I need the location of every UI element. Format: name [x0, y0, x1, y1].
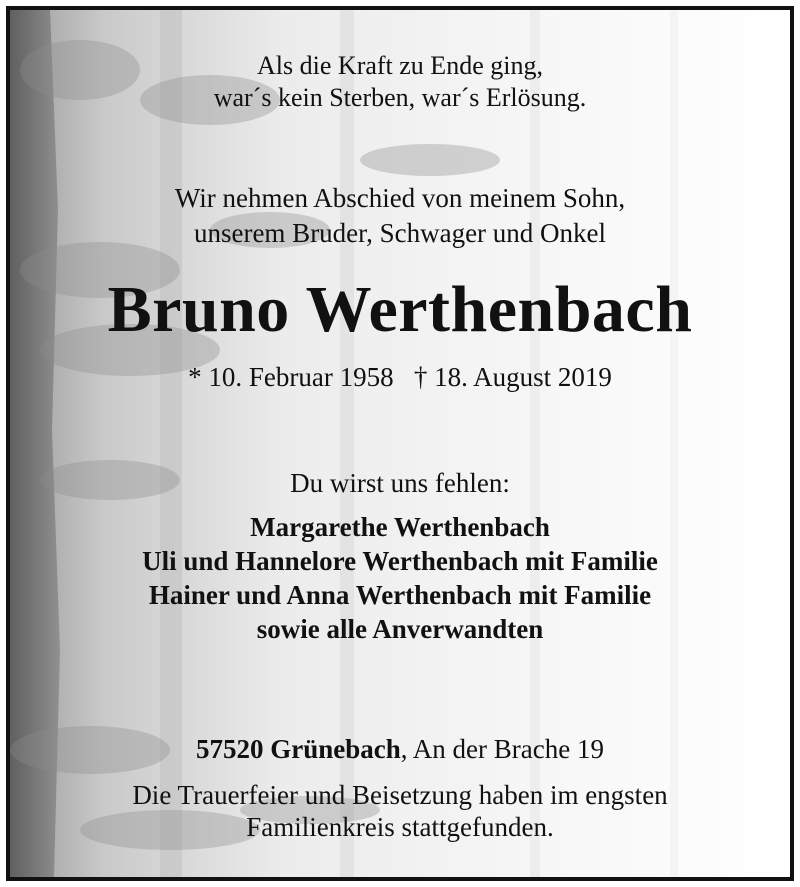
life-dates — [10, 362, 790, 393]
mourner-name: sowie alle Anverwandten — [256, 614, 544, 644]
birth-date: * 10. Februar 1958 — [188, 362, 394, 392]
mourner-name: Hainer und Anna Werthenbach mit Familie — [148, 580, 652, 610]
notice-line-2: Familienkreis stattgefunden. — [246, 812, 554, 842]
verse-line-2: war´s kein Sterben, war´s Erlösung. — [213, 83, 587, 112]
verse-line-1: Als die Kraft zu Ende ging, — [257, 51, 543, 80]
notice-line-1: Die Trauerfeier und Beisetzung haben im engsten — [132, 780, 668, 810]
mourner-name: Margarethe Werthenbach — [250, 512, 550, 542]
address-street: , An der Brache 19 — [400, 734, 604, 764]
intro-line-2: unserem Bruder, Schwager und Onkel — [193, 218, 607, 248]
mourner-name: Uli und Hannelore Werthenbach mit Familie — [142, 546, 658, 576]
death-date: † 18. August 2019 — [413, 362, 612, 392]
address — [10, 732, 790, 766]
obituary-frame — [6, 6, 794, 881]
mourners-heading: Du wirst uns fehlen: — [290, 468, 510, 498]
deceased-name: Bruno Werthenbach — [107, 273, 693, 346]
address-city: 57520 Grünebach — [196, 734, 401, 764]
intro-line-1: Wir nehmen Abschied von meinem Sohn, — [174, 183, 626, 213]
